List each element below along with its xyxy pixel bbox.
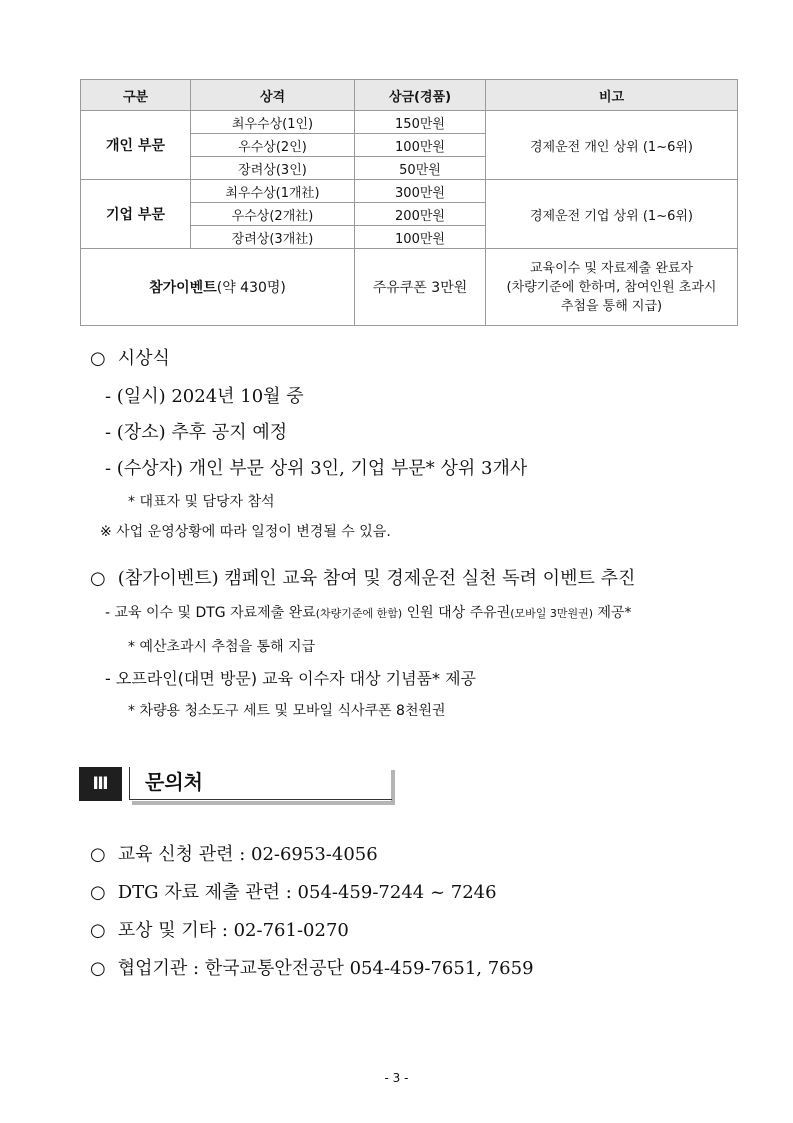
header-note: 비고 bbox=[486, 80, 738, 111]
event-item-1-mid: 인원 대상 주유권 bbox=[402, 605, 511, 621]
note-individual: 경제운전 개인 상위 (1~6위) bbox=[486, 111, 738, 180]
event-item-2-note: * 차량용 청소도구 세트 및 모바일 식사쿠폰 8천원권 bbox=[128, 703, 446, 719]
contact-text: DTG 자료 제출 관련 : 054-459-7244 ~ 7246 bbox=[117, 882, 497, 903]
event-item-2: - 오프라인(대면 방문) 교육 이수자 대상 기념품* 제공 bbox=[105, 669, 476, 688]
event-heading bbox=[90, 564, 635, 590]
event-label-cell bbox=[81, 249, 355, 326]
table-row bbox=[81, 111, 738, 134]
event-item-1-small2: (모바일 3만원권) bbox=[510, 607, 594, 620]
contact-item bbox=[90, 878, 497, 904]
section-title: 문의처 bbox=[145, 770, 203, 794]
event-label-bold: 참가이벤트 bbox=[149, 280, 217, 296]
section-number: Ⅲ bbox=[79, 767, 122, 801]
award-table bbox=[80, 79, 738, 326]
event-item-1 bbox=[105, 602, 632, 622]
event-note-line: (차량기준에 한하며, 참여인원 초과시 bbox=[506, 279, 717, 295]
ceremony-title: 시상식 bbox=[117, 348, 170, 369]
note-company: 경제운전 기업 상위 (1~6위) bbox=[486, 180, 738, 249]
ceremony-date: - (일시) 2024년 10월 중 bbox=[105, 386, 304, 407]
ceremony-sub-note: * 대표자 및 담당자 참석 bbox=[128, 494, 275, 510]
prize-cell: 100만원 bbox=[355, 134, 486, 157]
ceremony-ref-note: ※ 사업 운영상황에 따라 일정이 변경될 수 있음. bbox=[100, 524, 391, 540]
event-item-1-suffix: 제공* bbox=[593, 605, 632, 621]
contact-text: 포상 및 기타 : 02-761-0270 bbox=[117, 920, 349, 941]
prize-cell: 100만원 bbox=[355, 226, 486, 249]
contact-item bbox=[90, 840, 378, 866]
bullet-circle-icon: ○ bbox=[90, 348, 106, 369]
bullet-circle-icon: ○ bbox=[90, 882, 106, 903]
prize-cell: 150만원 bbox=[355, 111, 486, 134]
bullet-circle-icon: ○ bbox=[90, 920, 106, 941]
prize-cell: 300만원 bbox=[355, 180, 486, 203]
header-award: 상격 bbox=[191, 80, 355, 111]
header-prize: 상금(경품) bbox=[355, 80, 486, 111]
page-number: - 3 - bbox=[384, 1071, 409, 1085]
section-title-shadow bbox=[132, 801, 395, 805]
group-individual: 개인 부문 bbox=[81, 111, 191, 180]
award-cell: 장려상(3인) bbox=[191, 157, 355, 180]
award-cell: 우수상(2개社) bbox=[191, 203, 355, 226]
bullet-circle-icon: ○ bbox=[90, 844, 106, 865]
event-note-cell bbox=[486, 249, 738, 326]
award-cell: 장려상(3개社) bbox=[191, 226, 355, 249]
event-label-rest: (약 430명) bbox=[216, 280, 286, 296]
contact-item bbox=[90, 954, 534, 980]
prize-cell: 50만원 bbox=[355, 157, 486, 180]
event-item-1-note: * 예산초과시 추첨을 통해 지급 bbox=[128, 639, 316, 655]
bullet-circle-icon: ○ bbox=[90, 568, 106, 589]
table-row bbox=[81, 249, 738, 326]
bullet-circle-icon: ○ bbox=[90, 958, 106, 979]
event-note-line: 교육이수 및 자료제출 완료자 bbox=[529, 260, 694, 276]
event-prize-cell: 주유쿠폰 3만원 bbox=[355, 249, 486, 326]
contact-text: 교육 신청 관련 : 02-6953-4056 bbox=[117, 844, 378, 865]
award-cell: 우수상(2인) bbox=[191, 134, 355, 157]
contact-text: 협업기관 : 한국교통안전공단 054-459-7651, 7659 bbox=[117, 958, 534, 979]
table-header-row bbox=[81, 80, 738, 111]
table-row bbox=[81, 180, 738, 203]
ceremony-winners: - (수상자) 개인 부문 상위 3인, 기업 부문* 상위 3개사 bbox=[105, 458, 528, 479]
event-note-line: 추첨을 통해 지급) bbox=[560, 298, 663, 314]
group-company: 기업 부문 bbox=[81, 180, 191, 249]
event-item-1-small1: (차량기준에 한함) bbox=[315, 607, 403, 620]
header-category: 구분 bbox=[81, 80, 191, 111]
ceremony-place: - (장소) 추후 공지 예정 bbox=[105, 422, 288, 443]
event-item-1-prefix: - 교육 이수 및 DTG 자료제출 완료 bbox=[105, 605, 316, 621]
award-cell: 최우수상(1인) bbox=[191, 111, 355, 134]
ceremony-heading bbox=[90, 344, 170, 370]
contact-item bbox=[90, 916, 349, 942]
event-title: (참가이벤트) 캠페인 교육 참여 및 경제운전 실천 독려 이벤트 추진 bbox=[117, 568, 636, 589]
prize-cell: 200만원 bbox=[355, 203, 486, 226]
award-cell: 최우수상(1개社) bbox=[191, 180, 355, 203]
